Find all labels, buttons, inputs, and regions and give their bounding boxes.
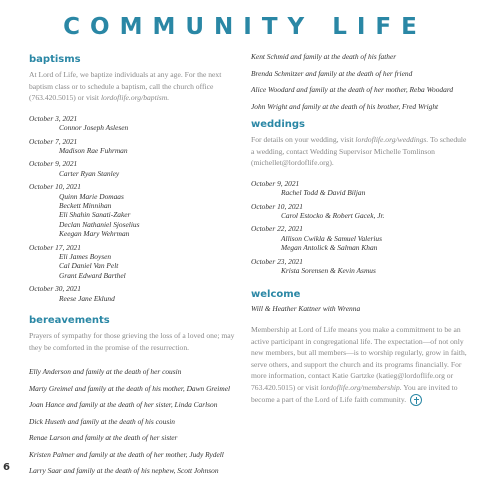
baptisms-description-text: At Lord of Life, we baptize individuals at any age. For the next baptism class or to schedule a baptism, call the church office (763.420.5015) or visit	[29, 70, 222, 103]
baptism-date: October 17, 2021	[29, 242, 81, 252]
welcome-heading: welcome	[251, 289, 301, 301]
baptism-link[interactable]: lordoflife.org/baptism.	[100, 93, 170, 103]
wedding-date: October 22, 2021	[251, 224, 303, 234]
right-column	[251, 52, 467, 406]
baptism-date: October 3, 2021	[29, 113, 78, 123]
cross-icon	[410, 394, 422, 406]
bereavement-item: Joan Hance and family at the death of her sister, Linda Carlson	[29, 400, 218, 410]
bereavement-item: Marty Greimel and family at the death of his mother, Dawn Greimel	[29, 383, 231, 393]
weddings-description-contact: To schedule a wedding, contact Wedding Supervisor Michelle Tomlinson (michellet@lordoflife.org).	[251, 135, 467, 168]
bereavements-section	[29, 315, 244, 476]
baptism-date: October 30, 2021	[29, 284, 81, 294]
bereavements-heading: bereavements	[29, 315, 110, 327]
baptism-entry	[29, 159, 244, 178]
baptism-name: Quinn Marie Domaas	[59, 191, 124, 201]
baptism-name: Cal Daniel Van Pelt	[59, 261, 119, 271]
wedding-date: October 10, 2021	[251, 201, 303, 211]
weddings-heading: weddings	[251, 119, 305, 130]
membership-link[interactable]: lordoflife.org/membership.	[320, 382, 402, 392]
wedding-name: Carol Estocko & Robert Gacek, Jr.	[281, 211, 385, 220]
bereavement-item: Elly Anderson and family at the death of her cousin	[29, 367, 182, 377]
baptisms-heading: baptisms	[29, 54, 81, 65]
page-number: 6	[3, 462, 10, 473]
bereavement-item: Kent Schmid and family at the death of his father	[251, 52, 397, 61]
wedding-date: October 9, 2021	[251, 178, 300, 188]
bereavement-item: Dick Huseth and family at the death of his cousin	[29, 416, 175, 426]
weddings-description	[251, 134, 467, 169]
left-column	[29, 54, 244, 480]
baptism-entry	[29, 243, 244, 281]
baptism-date: October 9, 2021	[29, 159, 78, 169]
bereavement-item: Kristen Palmer and family at the death of her mother, Judy Rydell	[29, 449, 224, 459]
baptism-name: Eli Shahin Sanati-Zaker	[59, 210, 131, 220]
bereavements-description: Prayers of sympathy for those grieving the loss of a loved one; may they be comforted in the promise of the resurrection.	[29, 331, 235, 352]
wedding-name: Krista Sorensen & Kevin Asmus	[281, 266, 376, 276]
welcome-section	[251, 289, 467, 405]
welcome-body-text: Membership at Lord of Life means you make a commitment to be an active participant in congregational life. The expectation—of not only new members, but all members—is to worship regularly, grow in faith, serve others, and support the church and its programs financially. For more information, contact Katie Gartzke (katieg@lordoflife.org or 763.420.5015) or visit	[251, 324, 467, 392]
welcome-body-closing: You are invited to become a part of the Lord of Life faith community.	[251, 382, 458, 404]
wedding-entry	[251, 202, 467, 221]
baptism-entry	[29, 182, 244, 238]
weddings-description-text: For details on your wedding, visit	[251, 135, 356, 144]
baptism-name: Carter Ryan Stanley	[59, 168, 120, 178]
baptism-name: Grant Edward Barthel	[59, 270, 126, 280]
bereavement-item: Larry Saar and family at the death of his nephew, Scott Johnson	[29, 466, 219, 476]
baptism-name: Connor Joseph Aslesen	[59, 123, 129, 133]
wedding-name: Megan Antolick & Salman Khan	[281, 243, 378, 253]
baptism-entry	[29, 137, 244, 156]
baptism-list	[29, 114, 244, 303]
wedding-entry	[251, 179, 467, 198]
weddings-section	[251, 119, 467, 275]
baptism-date: October 7, 2021	[29, 136, 78, 146]
bereavement-item: Alice Woodard and family at the death of her mother, Reba Woodard	[251, 85, 454, 94]
baptism-date: October 10, 2021	[29, 182, 81, 192]
wedding-entry	[251, 224, 467, 252]
bereavement-list-continued	[251, 52, 467, 111]
welcome-body	[251, 324, 467, 406]
baptism-name: Beckett Minnihan	[59, 201, 112, 211]
bereavement-list	[29, 367, 244, 476]
baptisms-description	[29, 69, 244, 104]
page-title: COMMUNITY LIFE	[63, 14, 427, 40]
baptism-name: Reese Jane Eklund	[59, 293, 115, 303]
bereavement-item: John Wright and family at the death of his brother, Fred Wright	[251, 101, 439, 111]
baptism-entry	[29, 284, 244, 303]
wedding-name: Rachel Todd & David Biljan	[281, 188, 366, 198]
bereavement-item: Brenda Schmitzer and family at the death of her friend	[251, 68, 413, 78]
baptism-name: Declan Nathaniel Sjoselius	[59, 219, 140, 229]
wedding-name: Allison Cwikla & Samuel Valerius	[281, 233, 383, 243]
wedding-list	[251, 179, 467, 276]
bereavement-item: Renae Larson and family at the death of her sister	[29, 433, 178, 443]
baptism-name: Keegan Mary Wehrman	[59, 229, 130, 239]
baptism-entry	[29, 114, 244, 133]
welcome-names: Will & Heather Kattner with Wrenna	[251, 304, 361, 314]
baptisms-section	[29, 54, 244, 303]
baptism-name: Eli James Boysen	[59, 252, 112, 262]
wedding-entry	[251, 257, 467, 276]
wedding-date: October 23, 2021	[251, 256, 303, 266]
baptism-name: Madison Rae Fuhrman	[59, 146, 128, 155]
weddings-link[interactable]: lordoflife.org/weddings.	[355, 135, 429, 144]
